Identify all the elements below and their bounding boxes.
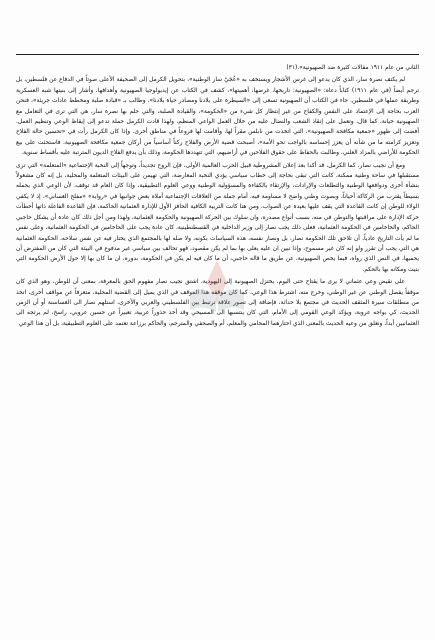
paragraph-3: ومع أن نجيب نصار، كما الكرمل، قد أكدا بعد إعلان المشروطية قبيل الحرب العالمية الأولى، فإن الروح تجديداً، وتوجهاً إلى النخبة الإجتماعية «المتعلمة» التي ترى مستقبلها في ساحة وطنية ممكنة، كانت التي تبقى بحاجة إلى خطاب سياسي يؤدي النخبة المعارضة، التي تهيمن على البيئات المتعلمة والمحلية، بل إنه كان مشغولاً بنشأة أخرى ودوافعها الوطنية والتطلعات والإرادات، والإرتقاء بالكفاءة والمسؤولية الوطنية ووعي العلوم التطبيقية، وإذا كان العام قد توقف، لأن الوعي الذي يحمله بسيطاً يقترب من الركاكة أحياناً، وبصوت وطني واضح لا مساومة فيه، أمام جملة من العلاقات الإجتماعية أملاه بعض جوانبها في «رواية» «مفلح الغساني»، إذ لا يكفي الولاء للوطن إن كانت القاعدة التي يقف عليها بعيدة عن الصواب، ومن هنا كانت التربية الكافية الحافز الأول للإدارة العثمانية الحاكمة، فإن القاعدة الفاعلة ذاتها أخطأت حركة الإدارة على مراقبتها والتوطن في منه، بسبب أنواع مصدره، وان سلوك بين الحركة الصهيونية والحكومة العثمانية، ولهذا ومن أجل ذلك كان عادة أن يشكل حاجبي الحاكم، والخاخامين في الحكومة العثمانية، فعلى ذلك يجب نصار إلى وزير الداخلية في القسطنطينية، كان عادة يجب على الحاخامين في الحكومة العثمانية، وعلى نفس ما لم يأت التاريخ عادياً، أن تلاحق تلك الحكومة نصار، بل ونصار نفسه، هذه السياسات بكونه، ولا صله لها بالمجتمع الذي يختار فيه عن نفس سلاحه، الحكومة العثمانية هي التي يجب أن تقرر ولو إنه كان غير مسموح، وإذا تبين ان عليه يعلى بها بما لم يكن مقصود، فهو تحالف بين سياسي غير مدفوع في البيئة التي كان من المفترض أن يحميها، في النص الذي رواه، فيما يخص الصهيونية، عن طريق ما قاله حاجبي، أن ما كان فيه لم يكن في الحكومة، بدوره، ان ما كان بها إلا حول الأرض الحكومة التي بنيت ومكانه بها بالحكم. bbox=[16, 162, 419, 273]
page-header bbox=[16, 14, 419, 55]
paragraph-1: الثاني من عام ١٩١١ مقالات كثيرة ضد الصهيونية».(٣١) bbox=[286, 65, 419, 71]
document-body bbox=[16, 63, 419, 329]
paragraph-4: على نقيض وعي عثماني لا يرى ما يقتاح حتى اليوم، يختزل الصهيونية إلى اليهودية، اشتق نجيب نصار مفهوم الحق بالمعرفة، بمعنى أن للوطن، وهو الذي كان موقفاً يفصل الوطني عن غير الوطني، وخرج منه، اشترط هذا الوعي، كما كان موقفه هذا الموقف في الذي يميل إلى القضية المحلية، متعرفاً عن مواقف أخرى، اتخذ من منطلقات سيرة المثقف الحديث في مجتمع بلا حداثة، فإضافة إلى تصور علاقة ترتبط بين الفلسطيني والعربي والأخرى، استلهم نصار الى الغساسنة أو أن الزمن الحديث، كي يواجه عروبة، ويؤكد الوعي القومي إلى الأمام، التي كان ينتسبها الى المسيحي وقد أخذ حذوراً عربية، تعبيراً عن حسين عروبي، راسخ، لم يرتجه الى العثمانيين أبداً، وتعلق من وعيه الحديث بالمعنى الذي احتارهما المحامي والمعلم، أم والصحفي والمترجم، والحاكم برزاعة تعتمد على العلوم التطبيقية، بل أن هذا الوعي bbox=[16, 279, 419, 327]
paragraph-2: لم يكتف نصرة سار، الذي كان يدعو إلى غرس الأشجار ويستخف به «عُجَيّ سار الوطنية»، بتحويل الكرمل إلى الصحيفة الأعلى صوتاً في الدفاع عن فلسطين، بل ترجم أيضاً (في عام ١٩١١) كتاباً دعاه: «الصهيونية: تاريخها، غرضها، أهميتها»، كشف في الكتاب عن إيديولوجيا الصهيونية وأهدافها، وأشار إلى بنيتها شبه العسكرية وطريقة عملها في فلسطين. جاء في الكتاب أن الصهيونية تسعى إلى «السيطرة على بلادنا ومصادر حياة بلادنا»، وطالب بـ «قيادة صلبة ومخطط عادات جريئة»، فنحن العرب بحاجة إلى الإعتماد على النفس والكفاح من غير إنتظار كل شيء من «الحكومة»، والقيادة الصلبة، والتي حلم بها نصرة سار، هي التي ترى في التعامل مع الصهيونية خيانة، كما قال، وتعمل على إنقاذ الشعب والنضال عليه من خلال العمل الواعي المنظم، ولهذا قادت الكرمل حملة تدعو إلى إيقاظ الوعي وتنظيم العمل. أفضت إلى ظهور «جمعية مكافحة الصهيونية»، التي اتخذت من نابلس مقراً لها، وأقامت لها فروعاً في مناطق أخرى. وإذا كان الكرمل رأت في «تحسين حالة الفلاح وتعزيز كرامته ما من شأنه أن يعزز إحساسه بالواجب نحو الأمة»، أصبحت قضية الأرض والفلاح ركناً أساسياً من أركان جمعية مكافحة الصهيونية، فاستحثت على بيع الحكومة للأراضي بالمزاد العلني، وطالبت بالحفاظ على حقوق الفلاحين في أراضيهم، التي تتهددها الحكومة، وذلك بأن يدفع الفلاح الديون المترتبة عليه بأقساط سنوية. bbox=[16, 77, 419, 157]
